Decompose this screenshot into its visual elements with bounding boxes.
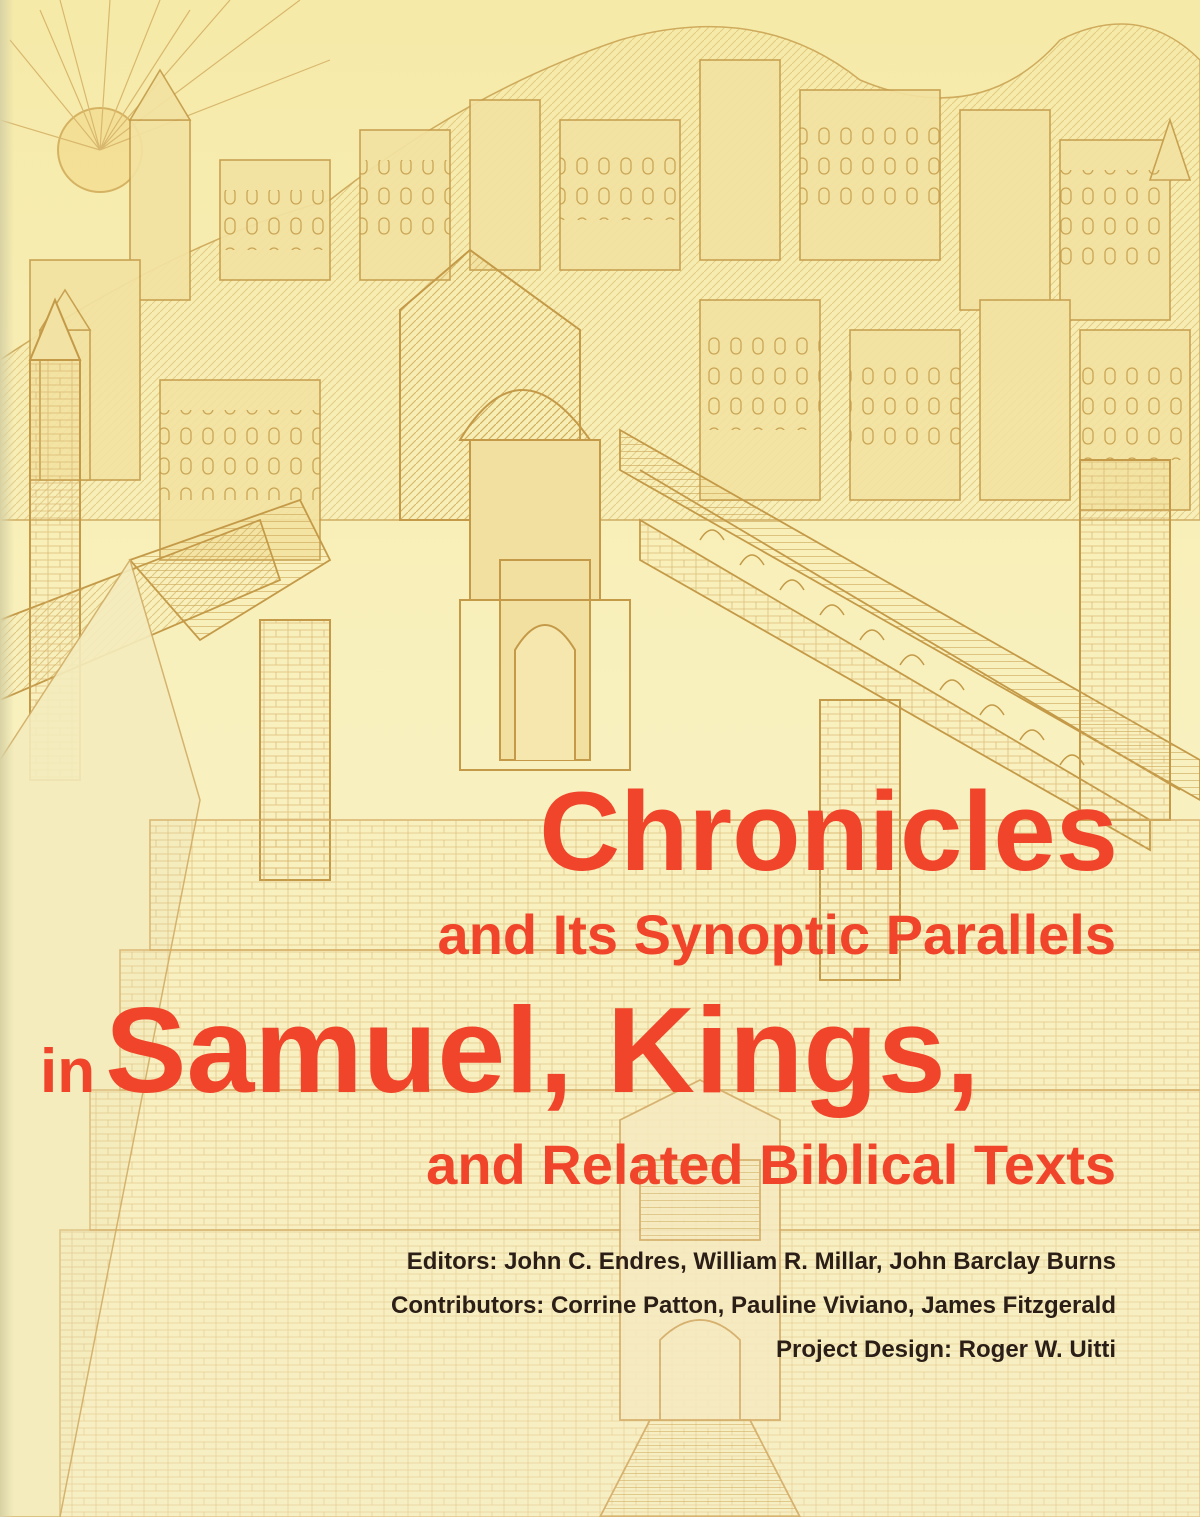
- editors-credit: Editors: John C. Endres, William R. Millar, John Barclay Burns: [406, 1248, 1116, 1275]
- title-samuel-kings: Samuel, Kings,: [105, 982, 980, 1118]
- design-credit: Project Design: Roger W. Uitti: [775, 1336, 1116, 1363]
- title-line-4: and Related Biblical Texts: [426, 1133, 1116, 1196]
- title-line-2: and Its Synoptic Parallels: [437, 903, 1116, 966]
- title-line-3: [40, 982, 980, 1137]
- title-main: Chronicles: [539, 769, 1118, 894]
- title-in: in: [40, 1037, 96, 1106]
- contributors-credit: Contributors: Corrine Patton, Pauline Viviano, James Fitzgerald: [390, 1292, 1116, 1319]
